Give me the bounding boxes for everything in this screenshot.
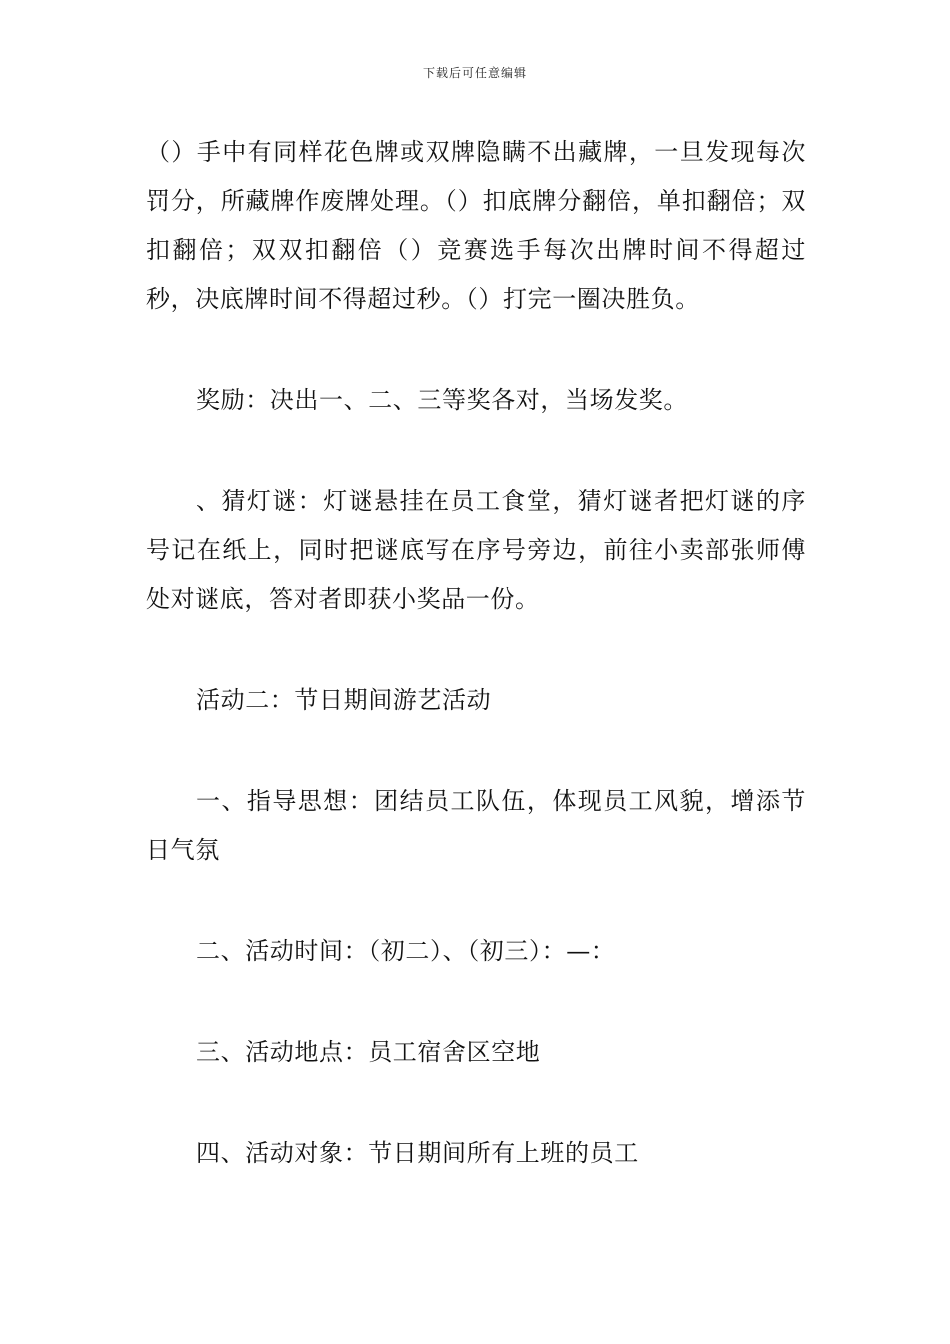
- paragraph-activity-audience: 四、活动对象：节日期间所有上班的员工: [196, 1139, 639, 1167]
- paragraph-activity-two-title: 活动二：节日期间游艺活动: [196, 686, 492, 714]
- paragraph-guiding-idea: 一、指导思想：团结员工队伍，体现员工风貌，增添节日气氛: [146, 787, 806, 864]
- paragraph-lantern-riddles: 、猜灯谜：灯谜悬挂在员工食堂，猜灯谜者把灯谜的序号记在纸上，同时把谜底写在序号旁边，前往小卖部张师傅处对谜底，答对者即获小奖品一份。: [146, 487, 806, 613]
- paragraph-activity-location: 三、活动地点：员工宿舍区空地: [196, 1038, 541, 1066]
- paragraph-activity-time: 二、活动时间：（初二）、（初三）：—：: [196, 937, 616, 965]
- document-body: [146, 128, 806, 1178]
- page-header: 下载后可任意编辑: [422, 66, 527, 80]
- paragraph-rewards: 奖励：决出一、二、三等奖各对，当场发奖。: [196, 386, 688, 414]
- paragraph-card-rules: （）手中有同样花色牌或双牌隐瞒不出藏牌，一旦发现每次罚分，所藏牌作废牌处理。（）扣底牌分翻倍，单扣翻倍；双扣翻倍；双双扣翻倍（）竞赛选手每次出牌时间不得超过秒，决底牌时间不得超过秒。（）打完一圈决胜负。: [146, 138, 806, 313]
